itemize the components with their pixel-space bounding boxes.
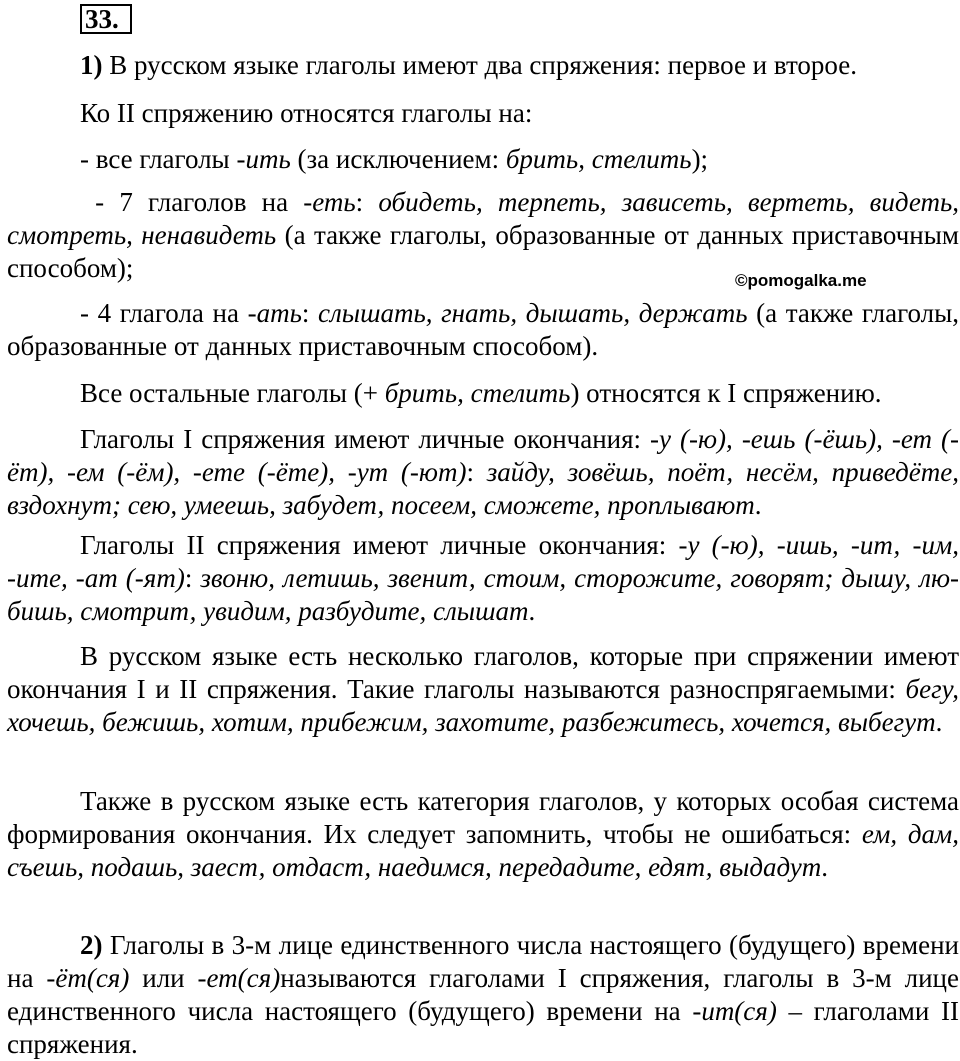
paragraph-it-verbs: - все глаголы -ить (за исключением: брить, стелить); [80, 144, 709, 174]
exercise-number: 33. [80, 4, 132, 34]
paragraph-et-verbs: - 7 глаголов на -еть: обидеть, терпеть, зависеть, вертеть, видеть, смотреть, ненавидеть (а также глаголы, образованные от данных приставочным способом); [7, 187, 959, 283]
paragraph-special-verbs: Также в русском языке есть категория глаголов, у которых особая система формирования окончания. Их следует запомнить, чтобы не ошибаться: ем, дам, съешь, подашь, заест, отдаст, наедимся, передадите, едят, выдадут. [7, 786, 959, 882]
paragraph-at-verbs: - 4 глагола на -ать: слышать, гнать, дышать, держать (а также глаголы, образованные от данных приставочным способом). [7, 298, 959, 361]
item-number-2: 2) [80, 930, 103, 960]
paragraph-second-conjugation-endings: Глаголы II спряжения имеют личные окончания: -у (-ю), -ишь, -ит, -им, -ите, -ат (-ят): звоню, летишь, звенит, стоим, сторожите, говорят; дышу, лю-бишь, смотрит, увидим, разбудите, слышат. [7, 530, 960, 626]
paragraph-heteroclitic-verbs: В русском языке есть несколько глаголов, которые при спряжении имеют окончания I и II спряжения. Такие глаголы называются разноспрягаемыми: бегу, хочешь, бежишь, хотим, прибежим, захотите, разбежитесь, хочется, выбегут. [7, 641, 959, 737]
paragraph-intro: 1) В русском языке глаголы имеют два спряжения: первое и второе. [80, 50, 857, 80]
paragraph-first-conjugation-endings: Глаголы I спряжения имеют личные окончания: -у (-ю), -ешь (-ёшь), -ет (-ёт), -ем (-ём), -ете (-ёте), -ут (-ют): зайду, зовёшь, поёт, несём, приведёте, вздохнут; сею, умеешь, забудет, посеем, сможете, проплывают. [7, 424, 959, 520]
paragraph-third-person-rule: 2) Глаголы в 3-м лице единственного числа настоящего (будущего) времени на -ёт(ся) или -ет(ся)называются глаголами I спряжения, глаголы в 3-м лице единственного числа настоящего (будущего) времени на -ит(ся) – глаголами II спряжения. [7, 930, 959, 1059]
paragraph-second-conjugation-heading: Ко II спряжению относятся глаголы на: [80, 98, 533, 128]
item-number-1: 1) [80, 50, 103, 80]
watermark: ©pomogalka.me [735, 271, 867, 290]
paragraph-first-conjugation: Все остальные глаголы (+ брить, стелить) относятся к I спряжению. [80, 378, 882, 408]
